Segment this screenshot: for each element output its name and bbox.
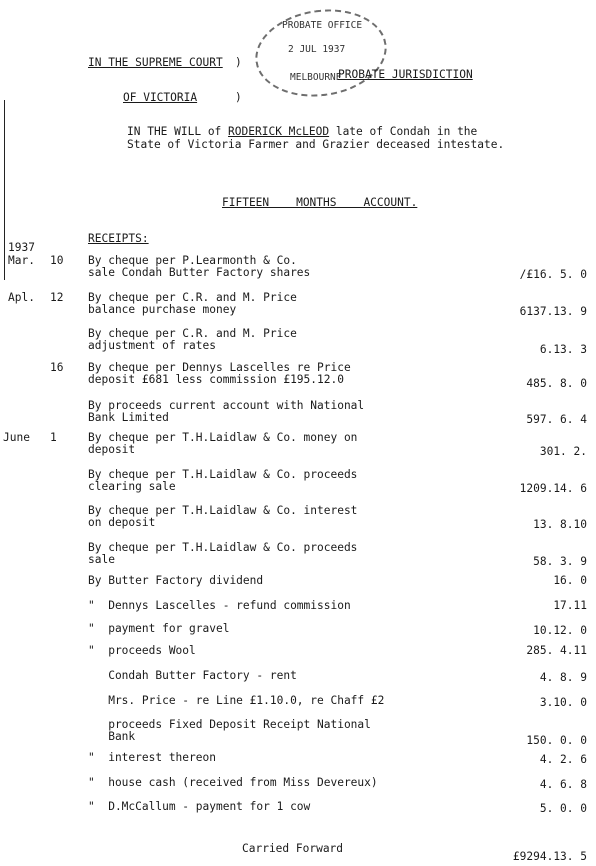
entry-description: By cheque per C.R. and M. Price <box>88 327 297 340</box>
entry-description: By cheque per T.H.Laidlaw & Co. proceeds <box>88 468 358 481</box>
entry-amount: /£16. 5. 0 <box>519 268 587 281</box>
entry-description: Bank Limited <box>88 411 169 424</box>
entry-month: Apl. <box>8 291 35 304</box>
entry-description: on deposit <box>88 516 156 529</box>
jurisdiction-label: PROBATE JURISDICTION <box>338 68 473 81</box>
entry-description: By cheque per T.H.Laidlaw & Co. money on <box>88 431 358 444</box>
entry-description: Mrs. Price - re Line £1.10.0, re Chaff £2 <box>88 694 385 707</box>
entry-amount: 301. 2. <box>539 445 587 458</box>
entry-description: " payment for gravel <box>88 622 230 635</box>
entry-day: 1 <box>50 431 57 444</box>
carried-forward-amount: £9294.13. 5 <box>512 850 587 863</box>
entry-day: 10 <box>50 254 64 267</box>
entry-day: 16 <box>50 361 64 374</box>
entry-description: " Dennys Lascelles - refund commission <box>88 599 351 612</box>
entry-description: By cheque per T.H.Laidlaw & Co. interest <box>88 504 358 517</box>
entry-description: " D.McCallum - payment for 1 cow <box>88 800 311 813</box>
entry-amount: 1209.14. 6 <box>519 482 587 495</box>
will-line-2: State of Victoria Farmer and Grazier deceased intestate. <box>127 138 505 151</box>
entry-description: By cheque per T.H.Laidlaw & Co. proceeds <box>88 541 358 554</box>
entry-month: Mar. <box>8 254 35 267</box>
entry-description: By Butter Factory dividend <box>88 574 264 587</box>
margin-rule <box>4 100 5 280</box>
entry-description: By cheque per Dennys Lascelles re Price <box>88 361 351 374</box>
entry-amount: 285. 4.11 <box>526 644 587 657</box>
entry-description: sale Condah Butter Factory shares <box>88 266 311 279</box>
court-name-line1: IN THE SUPREME COURT <box>88 56 223 69</box>
entry-amount: 3.10. 0 <box>539 696 587 709</box>
entry-amount: 6.13. 3 <box>539 343 587 356</box>
carried-forward-label: Carried Forward <box>242 842 344 855</box>
court-name-line2: OF VICTORIA <box>123 91 198 104</box>
entry-amount: 485. 8. 0 <box>526 377 587 390</box>
entry-amount: 10.12. 0 <box>533 624 587 637</box>
account-title: FIFTEEN MONTHS ACCOUNT. <box>222 196 418 209</box>
entry-description: clearing sale <box>88 480 176 493</box>
entry-description: proceeds Fixed Deposit Receipt National <box>88 718 371 731</box>
entry-amount: 58. 3. 9 <box>533 555 587 568</box>
entry-amount: 4. 2. 6 <box>539 753 587 766</box>
entry-amount: 17.11 <box>553 599 587 612</box>
entry-amount: 150. 0. 0 <box>526 734 587 747</box>
entry-description: " proceeds Wool <box>88 644 196 657</box>
entry-description: By cheque per P.Learmonth & Co. <box>88 254 297 267</box>
year-label: 1937 <box>8 241 35 254</box>
entry-amount: 16. 0 <box>553 574 587 587</box>
entry-description: deposit <box>88 443 136 456</box>
entry-description: deposit £681 less commission £195.12.0 <box>88 373 344 386</box>
court-brace: ) <box>235 56 242 69</box>
entry-description: Bank <box>88 730 136 743</box>
entry-amount: 5. 0. 0 <box>539 802 587 815</box>
receipts-heading: RECEIPTS: <box>88 232 149 245</box>
entry-description: adjustment of rates <box>88 339 216 352</box>
will-line-1: IN THE WILL of RODERICK McLEOD late of Condah in the <box>127 125 478 138</box>
stamp-line-1: PROBATE OFFICE <box>282 20 363 31</box>
entry-description: Condah Butter Factory - rent <box>88 669 297 682</box>
entry-description: By proceeds current account with National <box>88 399 365 412</box>
entry-amount: 4. 6. 8 <box>539 778 587 791</box>
stamp-line-2: 2 JUL 1937 <box>288 44 346 55</box>
entry-description: " interest thereon <box>88 751 216 764</box>
court-brace-lower: ) <box>235 91 242 104</box>
entry-amount: 4. 8. 9 <box>539 671 587 684</box>
entry-amount: 13. 8.10 <box>533 518 587 531</box>
stamp-line-3: MELBOURNE <box>290 72 342 83</box>
entry-amount: 6137.13. 9 <box>519 305 587 318</box>
entry-description: sale <box>88 553 115 566</box>
entry-day: 12 <box>50 291 64 304</box>
entry-description: balance purchase money <box>88 303 237 316</box>
entry-amount: 597. 6. 4 <box>526 413 587 426</box>
entry-description: " house cash (received from Miss Devereux) <box>88 776 378 789</box>
entry-description: By cheque per C.R. and M. Price <box>88 291 297 304</box>
entry-month: June <box>3 431 30 444</box>
